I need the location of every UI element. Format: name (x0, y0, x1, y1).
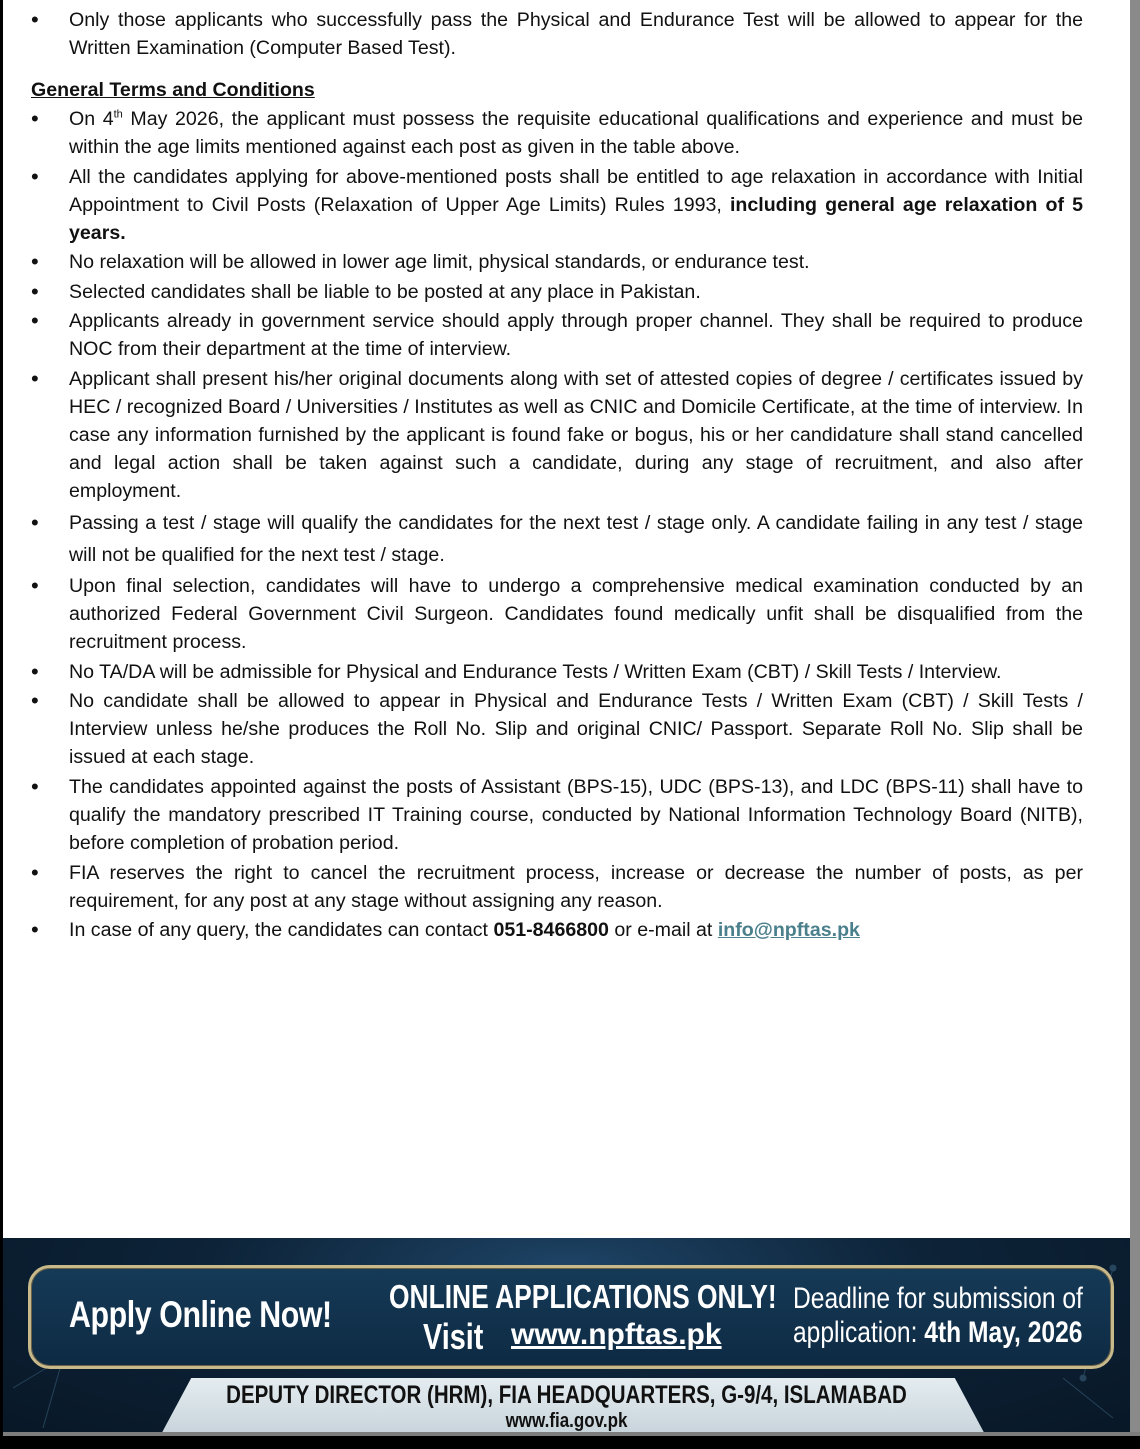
contact-phone: 051-8466800 (493, 919, 609, 942)
npftas-url-link[interactable]: www.npftas.pk (511, 1318, 722, 1351)
list-item: • Passing a test / stage will qualify the candidates for the next test / stage only. A candidate failing in any test / stage will not be qualified for the next test / stage. (31, 507, 1083, 571)
apply-online-panel (28, 1265, 1114, 1369)
office-address: DEPUTY DIRECTOR (HRM), FIA HEADQUARTERS, G-9/4, ISLAMABAD (226, 1381, 907, 1409)
section-heading: General Terms and Conditions (31, 79, 315, 101)
page-shadow-bottom (3, 1432, 1140, 1436)
footer-banner (3, 1238, 1130, 1436)
list-item: • Upon final selection, candidates will have to undergo a comprehensive medical examination conducted by an authorized Federal Government Civil Surgeon. Candidates found medically unfit shall be disqualified from the recruitment process. (31, 572, 1083, 656)
intro-list (31, 6, 1083, 62)
list-item: • In case of any query, the candidates can contact 051-8466800 or e-mail at info@npftas.pk (31, 916, 1083, 944)
deadline-date: 4th May, 2026 (924, 1316, 1083, 1349)
list-item: • On 4th May 2026, the applicant must possess the requisite educational qualifications and experience and must be within the age limits mentioned against each post as given in the table above. (31, 105, 1083, 161)
deadline-text: Deadline for submission of application: 4th May, 2026 (793, 1282, 1083, 1349)
visit-label: Visit (423, 1316, 484, 1357)
list-item: • No TA/DA will be admissible for Physical and Endurance Tests / Written Exam (CBT) / Skill Tests / Interview. (31, 658, 1083, 686)
list-item: • The candidates appointed against the posts of Assistant (BPS-15), UDC (BPS-13), and LDC (BPS-11) shall have to qualify the mandatory prescribed IT Training course, conducted by National Information Technology Board (NITB), before completion of probation period. (31, 773, 1083, 857)
terms-content (31, 6, 1083, 946)
list-item: • Applicant shall present his/her original documents along with set of attested copies of degree / certificates issued by HEC / recognized Board / Universities / Institutes as well as CNIC and Domicile Certificate, at the time of interview. In case any information furnished by the applicant is found fake or bogus, his or her candidature shall stand cancelled and legal action shall be taken against such a candidate, during any stage of recruitment, and also after employment. (31, 365, 1083, 505)
list-item: • No relaxation will be allowed in lower age limit, physical standards, or endurance test. (31, 248, 1083, 276)
contact-email-link[interactable]: info@npftas.pk (717, 919, 860, 942)
online-only-text: ONLINE APPLICATIONS ONLY! (389, 1278, 777, 1315)
terms-list (31, 105, 1083, 944)
list-item: • Only those applicants who successfully pass the Physical and Endurance Test will be allowed to appear for the Written Examination (Computer Based Test). (31, 6, 1083, 62)
apply-online-heading: Apply Online Now! (69, 1294, 332, 1335)
list-item: • Applicants already in government service should apply through proper channel. They shall be required to produce NOC from their department at the time of interview. (31, 307, 1083, 363)
page-shadow-right (1130, 0, 1140, 1436)
list-item: • All the candidates applying for above-mentioned posts shall be entitled to age relaxation in accordance with Initial Appointment to Civil Posts (Relaxation of Upper Age Limits) Rules 1993, including general age relaxation of 5 years. (31, 163, 1083, 247)
document-page (3, 0, 1130, 1436)
list-item: • FIA reserves the right to cancel the recruitment process, increase or decrease the number of posts, as per requirement, for any post at any stage without assigning any reason. (31, 859, 1083, 915)
list-item: • No candidate shall be allowed to appear in Physical and Endurance Tests / Written Exam (CBT) / Skill Tests / Interview unless he/she produces the Roll No. Slip and original CNIC/ Passport. Separate Roll No. Slip shall be issued at each stage. (31, 687, 1083, 771)
fia-url-link[interactable]: www.fia.gov.pk (505, 1410, 628, 1432)
list-item: • Selected candidates shall be liable to be posted at any place in Pakistan. (31, 278, 1083, 306)
